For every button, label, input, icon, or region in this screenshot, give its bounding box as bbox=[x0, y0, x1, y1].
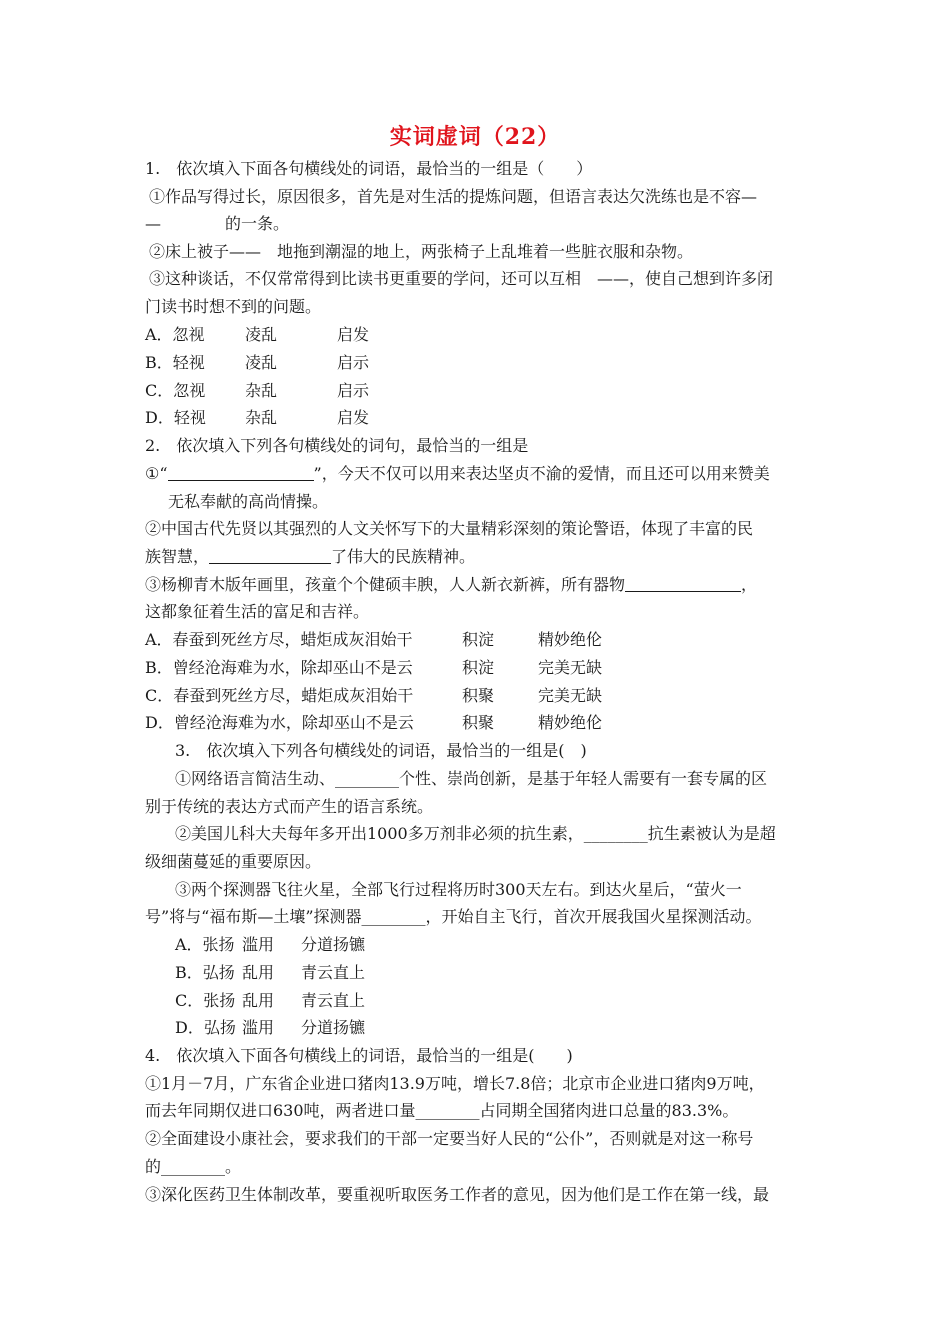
q2-blank-3 bbox=[625, 575, 741, 592]
q3-sentence-2: ②美国儿科大夫每年多开出1000多万剂非必须的抗生素，________抗生素被认为是超 bbox=[175, 824, 776, 843]
document-title: 实词虚词（22） bbox=[389, 124, 561, 150]
q3-sentence-2-cont: 级细菌蔓延的重要原因。 bbox=[145, 852, 322, 871]
q2-stem: 2. 依次填入下列各句横线处的词句，最恰当的一组是 bbox=[145, 436, 529, 455]
q2-sentence-3: ③杨柳青木版年画里，孩童个个健硕丰腴，人人新衣新裤，所有器物 ， bbox=[145, 575, 758, 594]
q2-blank-1 bbox=[168, 464, 314, 481]
q4-sentence-2: ②全面建设小康社会，要求我们的干部一定要当好人民的“公仆”，否则就是对这一称号 bbox=[145, 1129, 754, 1148]
q2-sentence-3-cont: 这都象征着生活的富足和吉祥。 bbox=[145, 602, 370, 621]
q1-stem: 1. 依次填入下面各句横线处的词语，最恰当的一组是（ ） bbox=[145, 159, 593, 178]
q1-option-a: A．忽视 凌乱 启发 bbox=[145, 325, 370, 344]
q2-sentence-2: ②中国古代先贤以其强烈的人文关怀写下的大量精彩深刻的策论警语，体现了丰富的民 bbox=[145, 519, 754, 538]
q3-option-b: B．弘扬 乱用 青云直上 bbox=[175, 963, 366, 982]
q4-sentence-2-cont: 的________。 bbox=[145, 1157, 242, 1176]
q2-sentence-2-cont: 族智慧， 了伟大的民族精神。 bbox=[145, 547, 476, 566]
q2-option-b: B．曾经沧海难为水，除却巫山不是云 积淀 完美无缺 bbox=[145, 658, 603, 677]
q1-option-c: C．忽视 杂乱 启示 bbox=[145, 381, 370, 400]
q4-stem: 4. 依次填入下面各句横线上的词语，最恰当的一组是( ) bbox=[145, 1046, 573, 1065]
q3-sentence-1-cont: 别于传统的表达方式而产生的语言系统。 bbox=[145, 797, 434, 816]
q3-stem: 3. 依次填入下列各句横线处的词语，最恰当的一组是( ) bbox=[175, 741, 587, 760]
q2-option-d: D．曾经沧海难为水，除却巫山不是云 积聚 精妙绝伦 bbox=[145, 713, 603, 732]
q2-sentence-1: ①“ ”，今天不仅可以用来表达坚贞不渝的爱情，而且还可以用来赞美 bbox=[145, 464, 770, 483]
q3-option-d: D．弘扬 滥用 分道扬镳 bbox=[175, 1018, 366, 1037]
q3-option-a: A．张扬 滥用 分道扬镳 bbox=[175, 935, 366, 954]
q4-sentence-1-cont: 而去年同期仅进口630吨，两者进口量________占同期全国猪肉进口总量的83.3%。 bbox=[145, 1101, 739, 1120]
q1-sentence-2: ②床上被子—— 地拖到潮湿的地上，两张椅子上乱堆着一些脏衣服和杂物。 bbox=[149, 242, 694, 261]
q1-sentence-3-cont: 门读书时想不到的问题。 bbox=[145, 297, 322, 316]
q3-sentence-3-cont: 号”将与“福布斯—土壤”探测器________，开始自主飞行，首次开展我国火星探测活动。 bbox=[145, 907, 762, 926]
q1-sentence-1: ①作品写得过长，原因很多，首先是对生活的提炼问题，但语言表达欠洗练也是不容— bbox=[149, 187, 758, 206]
q2-option-a: A．春蚕到死丝方尽，蜡炬成灰泪始干 积淀 精妙绝伦 bbox=[145, 630, 603, 649]
q4-sentence-3: ③深化医药卫生体制改革，要重视听取医务工作者的意见，因为他们是工作在第一线，最 bbox=[145, 1185, 770, 1204]
q2-option-c: C．春蚕到死丝方尽，蜡炬成灰泪始干 积聚 完美无缺 bbox=[145, 686, 603, 705]
q3-sentence-3: ③两个探测器飞往火星，全部飞行过程将历时300天左右。到达火星后，“萤火一 bbox=[175, 880, 742, 899]
q2-sentence-1-cont: 无私奉献的高尚情操。 bbox=[168, 492, 329, 511]
q3-sentence-1: ①网络语言简洁生动、________个性、崇尚创新，是基于年轻人需要有一套专属的区 bbox=[175, 769, 768, 788]
q1-option-b: B．轻视 凌乱 启示 bbox=[145, 353, 370, 372]
q4-sentence-1: ①1月－7月，广东省企业进口猪肉13.9万吨，增长7.8倍；北京市企业进口猪肉9万吨， bbox=[145, 1074, 765, 1093]
q1-sentence-1-cont: — 的一条。 bbox=[145, 214, 290, 233]
q1-option-d: D．轻视 杂乱 启发 bbox=[145, 408, 370, 427]
q1-sentence-3: ③这种谈话，不仅常常得到比读书更重要的学问，还可以互相 ——，使自己想到许多闭 bbox=[149, 269, 774, 288]
q3-option-c: C．张扬 乱用 青云直上 bbox=[175, 991, 366, 1010]
q2-blank-2 bbox=[209, 547, 331, 564]
